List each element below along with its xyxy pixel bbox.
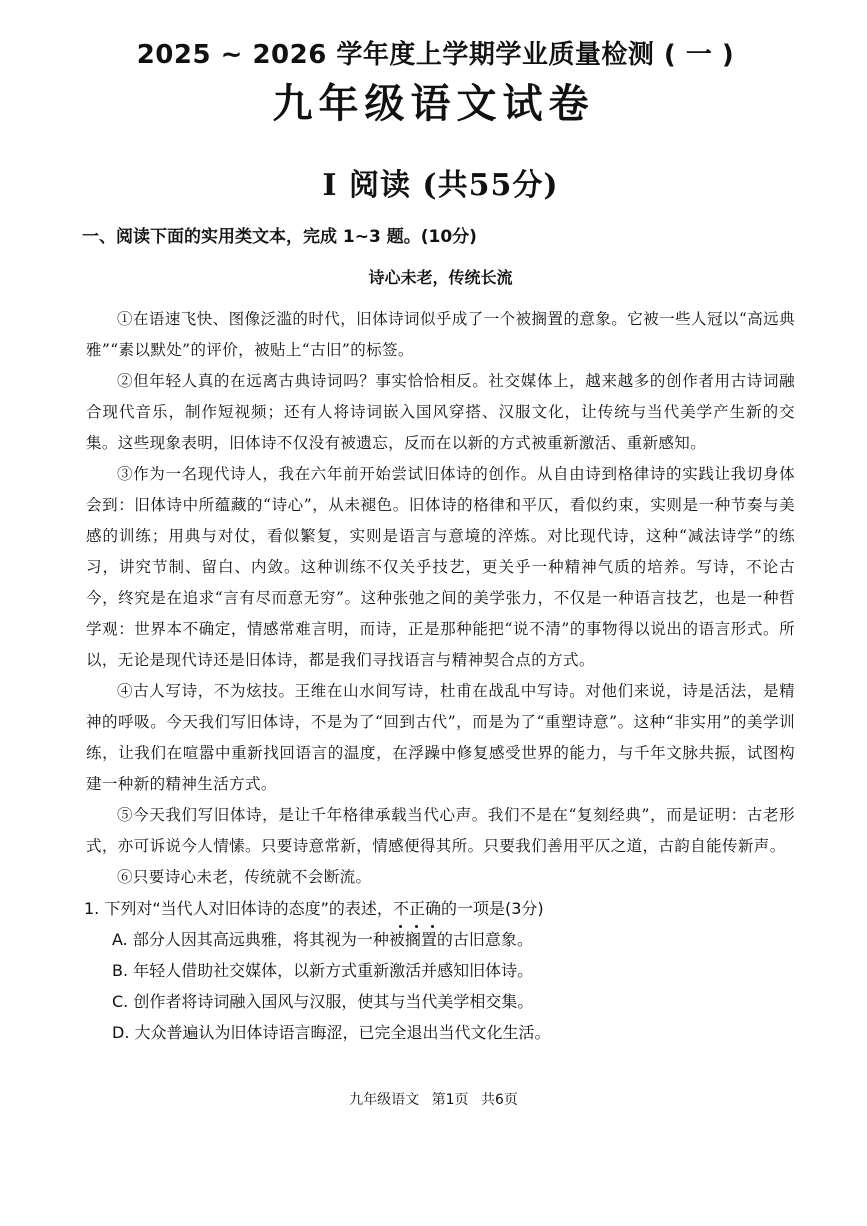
question-group-heading: 一、阅读下面的实用类文本，完成 1~3 题。(10分) [82,227,477,247]
question-1-stem-before: 1. 下列对“当代人对旧体诗的态度”的表述， [84,899,393,918]
paper-title: 九年级语文试卷 [272,81,595,127]
emphasis-char-1: 不 [393,893,409,924]
article-title: 诗心未老，传统长流 [368,268,513,287]
section-title: I 阅读 (共55分) [322,168,559,203]
article-paragraph-5: ⑤今天我们写旧体诗，是让千年格律承载当代心声。我们不是在“复刻经典”，而是证明：古老形式，亦可诉说今人情愫。只要诗意常新，情感便得其所。只要我们善用平仄之道，古韵自能传新声。 [86,806,795,855]
footer-subject: 九年级语文 [349,1092,420,1108]
question-1-option-d: D. 大众普遍认为旧体诗语言晦涩，已完全退出当代文化生活。 [112,1023,551,1042]
question-1 [84,893,795,1048]
question-1-option-b: B. 年轻人借助社交媒体，以新方式重新激活并感知旧体诗。 [112,961,534,980]
article-paragraph-6: ⑥只要诗心未老，传统就不会断流。 [117,868,372,886]
article-paragraph-1: ①在语速飞快、图像泛滥的时代，旧体诗词似乎成了一个被搁置的意象。它被一些人冠以“高远典雅”“素以默处”的评价，被贴上“古旧”的标签。 [86,310,795,359]
article-paragraph-4: ④古人写诗，不为炫技。王维在山水间写诗，杜甫在战乱中写诗。对他们来说，诗是活法，是精神的呼吸。今天我们写旧体诗，不是为了“回到古代”，而是为了“重塑诗意”。这种“非实用”的美学训练，让我们在喧嚣中重新找回语言的温度，在浮躁中修复感受世界的能力，与千年文脉共振，试图构建一种新的精神生活方式。 [86,682,795,793]
footer-page-number: 第1页 [431,1092,469,1108]
question-1-option-a: A. 部分人因其高远典雅，将其视为一种被搁置的古旧意象。 [112,930,533,949]
question-1-option-c: C. 创作者将诗词融入国风与汉服，使其与当代美学相交集。 [112,992,534,1011]
emphasis-char-2: 正 [409,893,425,924]
emphasis-char-3: 确 [425,893,441,924]
question-1-stem [84,893,795,924]
article-paragraph-2: ②但年轻人真的在远离古典诗词吗？事实恰恰相反。社交媒体上，越来越多的创作者用古诗词融合现代音乐，制作短视频；还有人将诗词嵌入国风穿搭、汉服文化，让传统与当代美学产生新的交集。这些现象表明，旧体诗不仅没有被遗忘，反而在以新的方式被重新激活、重新感知。 [86,372,795,452]
page-footer [0,1090,867,1110]
exam-title: 2025 ~ 2026 学年度上学期学业质量检测 ( 一 ) [136,40,735,70]
question-1-stem-after: 的一项是(3分) [440,899,544,918]
footer-total-pages: 共6页 [480,1092,518,1108]
article-paragraph-3: ③作为一名现代诗人，我在六年前开始尝试旧体诗的创作。从自由诗到格律诗的实践让我切身体会到：旧体诗中所蕴藏的“诗心”，从未褪色。旧体诗的格律和平仄，看似约束，实则是一种节奏与美感的训练；用典与对仗，看似繁复，实则是语言与意境的淬炼。对比现代诗，这种“减法诗学”的练习，讲究节制、留白、内敛。这种训练不仅关乎技艺，更关乎一种精神气质的培养。写诗，不论古今，终究是在追求“言有尽而意无穷”。这种张弛之间的美学张力，不仅是一种语言技艺，也是一种哲学观：世界本不确定，情感常难言明，而诗，正是那种能把“说不清”的事物得以说出的语言形式。所以，无论是现代诗还是旧体诗，都是我们寻找语言与精神契合点的方式。 [86,465,795,669]
article-body [86,304,795,893]
